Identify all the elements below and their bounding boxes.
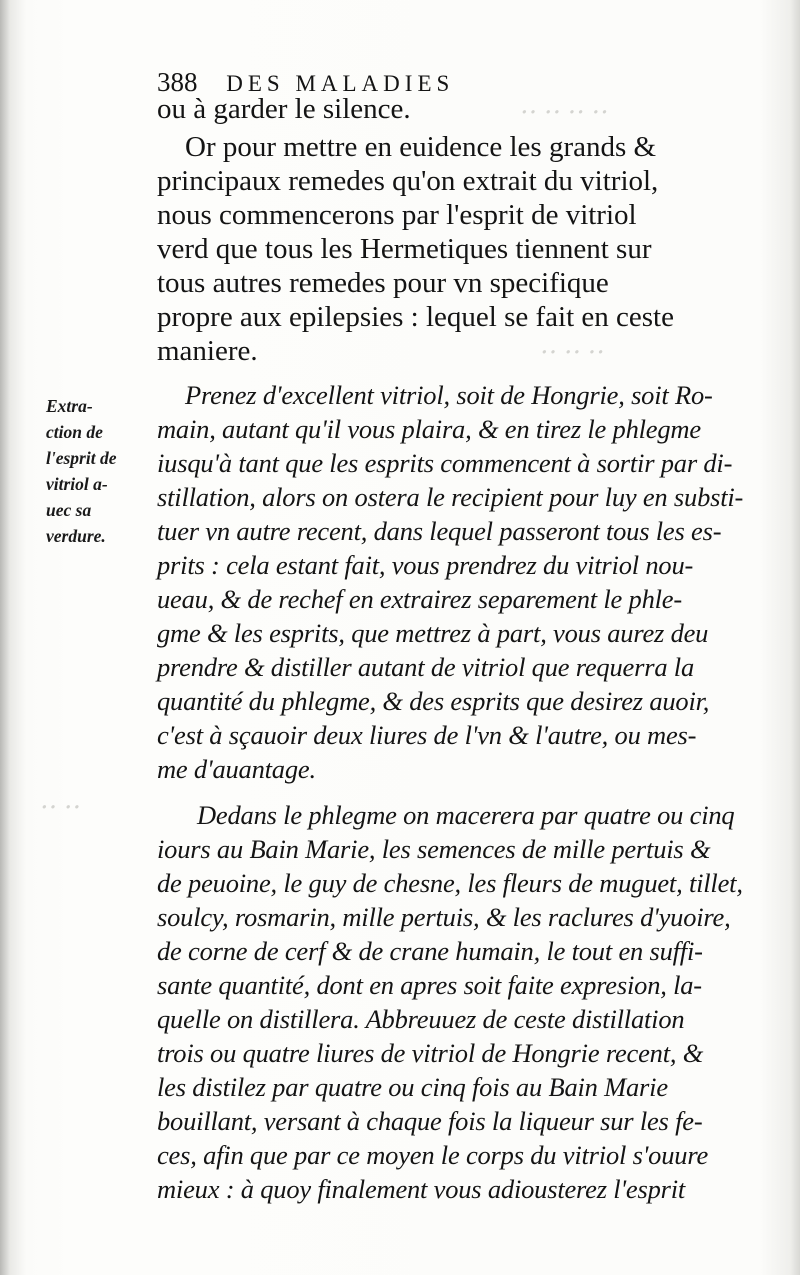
text-line: prendre & distiller autant de vitriol que requerra la xyxy=(157,652,695,682)
text-line: quelle on distillera. Abbreuuez de ceste distillation xyxy=(157,1004,685,1034)
text-line: sante quantité, dont en apres soit faite expresion, la- xyxy=(157,970,702,1000)
text-line: ces, afin que par ce moyen le corps du vitriol s'ouure xyxy=(157,1140,709,1170)
text-line: mieux : à quoy finalement vous adiousterez l'esprit xyxy=(157,1174,686,1204)
show-through-text: ‥ ‥ ‥ ‥ xyxy=(520,90,609,119)
text-line: gme & les esprits, que mettrez à part, vous aurez deu xyxy=(157,618,709,648)
margin-note-line: vitriol a- xyxy=(46,474,108,494)
text-line: Or pour mettre en euidence les grands & xyxy=(185,131,657,163)
text-line: Prenez d'excellent vitriol, soit de Hongrie, soit Ro- xyxy=(185,380,713,410)
margin-note-line: ction de xyxy=(46,422,103,442)
margin-note-line: verdure. xyxy=(46,526,106,546)
margin-note-line: Extra- xyxy=(46,396,93,416)
text-line: ou à garder le silence. xyxy=(157,93,411,125)
text-line: quantité du phlegme, & des esprits que desirez auoir, xyxy=(157,686,710,716)
text-line: principaux remedes qu'on extrait du vitriol, xyxy=(157,165,659,197)
text-line: stillation, alors on ostera le recipient pour luy en substi- xyxy=(157,482,744,512)
page-number: 388 xyxy=(157,67,198,97)
margin-note-line: uec sa xyxy=(46,500,92,520)
text-line: de peuoine, le guy de chesne, les fleurs de muguet, tillet, xyxy=(157,868,743,898)
text-line: main, autant qu'il vous plaira, & en tirez le phlegme xyxy=(157,414,701,444)
text-line: me d'auantage. xyxy=(157,754,316,784)
text-line: trois ou quatre liures de vitriol de Hongrie recent, & xyxy=(157,1038,704,1068)
text-line: bouillant, versant à chaque fois la liqueur sur les fe- xyxy=(157,1106,703,1136)
text-line: iusqu'à tant que les esprits commencent à sortir par di- xyxy=(157,448,733,478)
text-line: maniere. xyxy=(157,335,258,367)
running-title: DES MALADIES xyxy=(226,71,455,96)
text-line: nous commencerons par l'esprit de vitriol xyxy=(157,199,637,231)
text-line: iours au Bain Marie, les semences de mille pertuis & xyxy=(157,834,711,864)
text-line: soulcy, rosmarin, mille pertuis, & les raclures d'yuoire, xyxy=(157,902,731,932)
margin-note xyxy=(46,393,151,549)
margin-note-line: l'esprit de xyxy=(46,448,117,468)
text-line: verd que tous les Hermetiques tiennent sur xyxy=(157,233,652,265)
text-line: prits : cela estant fait, vous prendrez du vitriol nou- xyxy=(157,550,694,580)
show-through-text: ‥ ‥ xyxy=(40,785,82,814)
text-line: Dedans le phlegme on macerera par quatre ou cinq xyxy=(197,800,735,830)
text-line: c'est à sçauoir deux liures de l'vn & l'autre, ou mes- xyxy=(157,720,697,750)
text-line: les distilez par quatre ou cinq fois au Bain Marie xyxy=(157,1072,668,1102)
text-line: tuer vn autre recent, dans lequel passeront tous les es- xyxy=(157,516,722,546)
text-line: tous autres remedes pour vn specifique xyxy=(157,267,609,299)
text-line: propre aux epilepsies : lequel se fait en ceste xyxy=(157,301,674,333)
show-through-text: ‥ ‥ ‥ xyxy=(540,330,606,359)
text-line: de corne de cerf & de crane humain, le tout en suffi- xyxy=(157,936,703,966)
text-line: ueau, & de rechef en extrairez separement le phle- xyxy=(157,584,682,614)
